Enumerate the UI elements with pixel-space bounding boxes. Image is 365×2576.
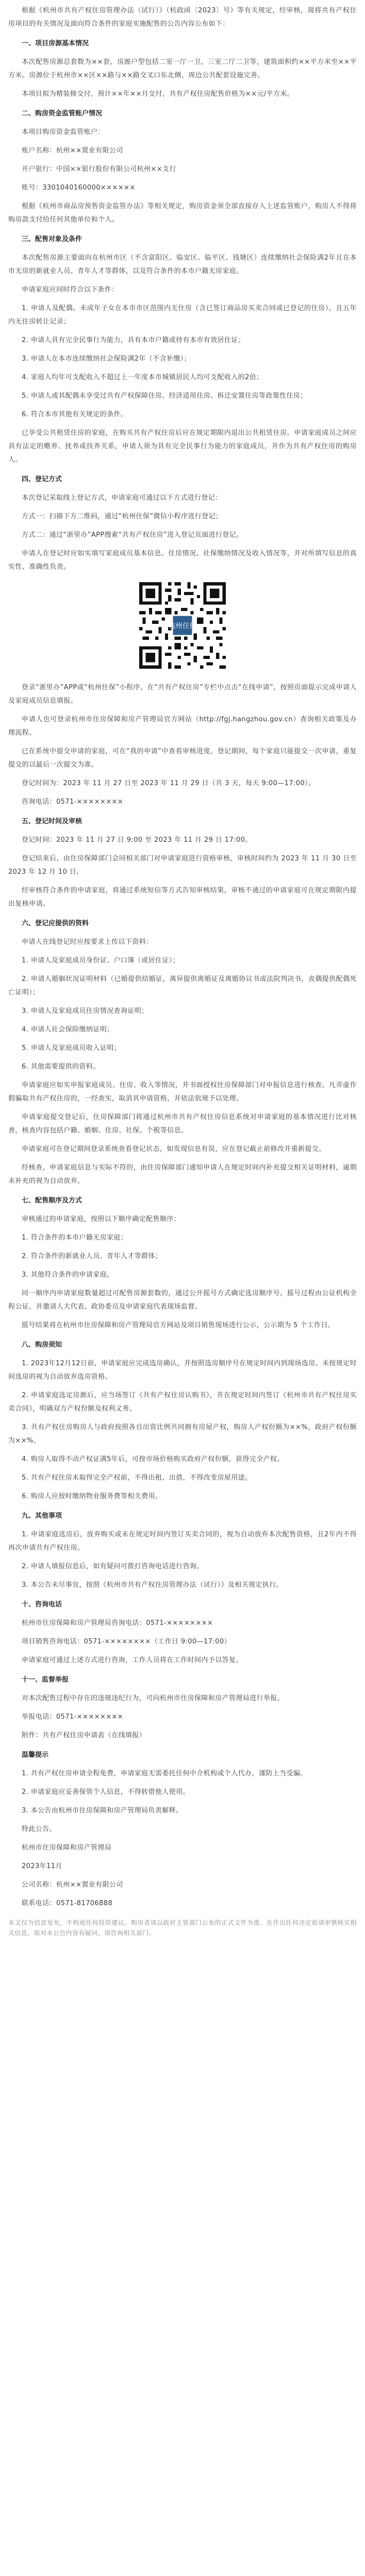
paragraph: 登录“浙里办”APP或“杭州住保”小程序，在“共有产权住房”专栏中点击“在线申请”，按照页面提示完成申请人及家庭成员信息填报。 [8,684,357,705]
list-item: 3. 本公告由杭州市住房保障和房产管理局负责解释。 [22,1807,183,1815]
paragraph: 2023年11月 [22,1862,62,1870]
paragraph: 申请人也可登录杭州市住房保障和房产管理局官方网站（http://fgj.hangzhou.gov.cn）查询相关政策及办理流程。 [8,716,357,737]
paragraph: 方式一：扫描下方二维码，通过“杭州住保”微信小程序进行登记； [22,513,223,520]
list-item: 3. 申请人在本市连续缴纳社会保险满2年（不含补缴）； [22,355,191,363]
list-item: 6. 符合本市其他有关规定的条件。 [22,411,128,418]
disclaimer-footer: 本文仅为信息发布，不构成任何投资建议。购房者请以政府主管部门公布的正式文件为准，在作出任何决定前请审慎核实相关信息。如对本公告内容有疑问，请咨询相关部门。 [8,1919,357,1937]
paragraph: 经审核符合条件的申请家庭，将通过系统短信等方式告知审核结果，审核不通过的申请家庭可在规定期限内提出复核申请。 [8,887,357,908]
paragraph: 杭州市住房保障和房产管理局 [22,1844,112,1852]
list-item: 3. 本公告未尽事宜，按照《杭州市共有产权住房管理办法（试行）》及相关规定执行。 [22,1581,284,1589]
list-item: 1. 申请人及家庭成员身份证、户口簿（或居住证）； [22,957,180,964]
paragraph: 登记时间为：2023 年 11 月 27 日至 2023 年 11 月 29 日（共 3 天，每天 9:00—17:00）。 [22,779,316,787]
list-item: 1. 符合条件的本市户籍无房家庭； [22,1234,128,1242]
section-heading: 六、登记应提供的资料 [22,920,89,927]
paragraph: 账号：3301040160000×××××× [22,184,136,192]
contact-phone: 联系电话：0571-81706888 [22,1900,113,1907]
paragraph: 账户名称：杭州××置业有限公司 [22,147,123,155]
list-item: 1. 共有产权住房申请全程免费，申请家庭无需委托任何中介机构或个人代办，谨防上当受骗。 [22,1770,307,1777]
section-heading: 二、购房资金监管账户情况 [22,110,103,117]
list-item: 3. 共有产权住房购房人与政府按照各自出资比例共同拥有房屋产权，购房人产权份额为××%，政府产权份额为××%。 [8,1423,357,1445]
paragraph: 申请家庭可通过上述方式进行咨询，工作人员将在工作时间内予以答复。 [22,1656,243,1664]
paragraph: 申请家庭可在登记期间登录系统查看登记状态，如发现信息有误，应在登记截止前修改并重新提交。 [22,1145,326,1153]
paragraph: 本次配售房源总套数为××套，房源户型包括二室一厅一卫，三室二厅二卫等，建筑面积约××平方米至××平方米。房源位于杭州市××区××路与××路交叉口东北侧，周边公共配套设施完善。 [8,58,357,79]
paragraph: 申请人在线登记时应按要求上传以下资料： [22,938,153,946]
list-item: 2. 申请家庭应妥善保管个人信息，不得转借他人使用。 [22,1788,190,1796]
section-heading: 十一、监督举报 [22,1676,69,1684]
paragraph: 举报电话：0571-×××××××× [22,1713,124,1721]
paragraph: 申请家庭提交登记后，住房保障部门将通过杭州市共有产权住房信息系统对申请家庭的基本情况进行比对核查，核查内容包括户籍、婚姻、住房、社保、个税等信息。 [8,1113,357,1134]
paragraph: 本项目拟为精装修交付，预计××年××月交付，共有产权住房配售价格为××元/平方米。 [22,90,294,98]
section-heading: 九、其他事项 [22,1512,62,1520]
paragraph: 已享受公共租赁住房的家庭，在购买共有产权住房后应在规定期限内退出公共租赁住房。申请家庭成员之间应具有法定的赡养、抚养或扶养关系，申请人须为具有完全民事行为能力的家庭成员，并作为共有产权住房的购房人。 [8,429,357,464]
qr-code-icon[interactable] [136,579,229,672]
paragraph: 摇号结果将在杭州市住房保障和房产管理局官方网站及项目销售现场进行公示，公示期为 5 个工作日。 [22,1321,335,1329]
qr-logo-text: 杭州住保 [168,621,197,630]
section-heading: 八、购房须知 [22,1341,62,1349]
section-heading: 七、配售顺序及方式 [22,1197,82,1205]
list-item: 1. 申请家庭选房后，放弃购买或未在规定时间内签订买卖合同的，视为自动放弃本次配售资格，且2年内不得再次申请共有产权住房。 [8,1531,357,1552]
list-item: 3. 申请人及家庭成员住房情况查询证明； [22,1007,148,1015]
paragraph: 杭州市住房保障和房产管理局咨询电话：0571-×××××××× [22,1619,213,1627]
paragraph: 根据《杭州市商品房预售资金监管办法》等相关规定，购房资金须全部直接存入上述监管账户，购房人不得将购房款支付给任何其他单位和个人。 [8,202,357,224]
list-item: 6. 购房人应按时缴纳物业服务费等相关费用。 [22,1493,162,1500]
list-item: 2. 申请家庭选定房源后，应当场签订《共有产权住房认购书》，并在规定时间内签订《杭州市共有产权住房买卖合同》，明确双方产权份额及权利义务。 [8,1392,357,1413]
list-item: 2. 符合条件的新就业人员、青年人才等群体； [22,1252,162,1260]
paragraph: 已在系统中提交申请的家庭，可在“我的申请”中查看审核进度。登记期间，每个家庭只能提交一次申请，重复提交的以最后一次提交为准。 [8,748,357,769]
list-item: 5. 申请人及家庭成员收入证明； [22,1044,121,1052]
section-heading: 三、配售对象及条件 [22,235,82,243]
paragraph: 特此公告。 [22,1825,57,1833]
list-item: 4. 购房人取得不动产权证满5年后，可按市场价格购买政府产权份额，获得完全产权。 [22,1455,284,1463]
paragraph: 登记结束后，由住房保障部门会同相关部门对申请家庭进行资格审核，审核时间约为 2023 年 11 月 30 日至 2023 年 12 月 10 日。 [8,855,357,876]
paragraph: 同一顺序内申请家庭数量超过可配售房源套数的，通过公开摇号方式确定选房顺序号。摇号过程由公证机构全程公证，并邀请人大代表、政协委员及申请家庭代表现场监督。 [8,1290,357,1311]
section-heading: 温馨提示 [22,1751,49,1759]
section-heading: 一、项目房源基本情况 [22,40,89,47]
company-name: 公司名称：杭州××置业有限公司 [22,1881,123,1889]
paragraph: 审核通过的申请家庭，按照以下顺序确定配售顺序： [22,1215,181,1223]
paragraph: 本项目购房资金监管账户： [22,128,105,136]
list-item: 2. 申请人婚姻状况证明材料（已婚提供结婚证，离异提供离婚证及离婚协议书或法院判决书，丧偶提供配偶死亡证明）； [8,975,357,996]
paragraph: 咨询电话：0571-×××××××× [22,798,124,806]
list-item: 5. 共有产权住房未取得完全产权前，不得出租、出借，不得改变房屋用途。 [22,1474,252,1482]
list-item: 6. 其他需要提供的资料。 [22,1063,100,1071]
qr-code-container [8,579,357,674]
paragraph: 经核查，申请家庭信息与实际不符的，由住房保障部门通知申请人在规定时间内补充提交相关证明材料，逾期未补充的视为自动放弃。 [8,1164,357,1185]
list-item: 1. 2023年12月12日前，申请家庭应完成选房确认，并按照选房顺序号在规定时间内到现场选房。未按规定时间选房的视为自动放弃选房资格。 [8,1360,357,1381]
paragraph: 申请家庭应如实申报家庭成员、住房、收入等情况，并书面授权住房保障部门对申报信息进行核查。凡弄虚作假骗取共有产权住房的，一经查实，取消其申请资格，并依法依规予以处理。 [8,1081,357,1103]
paragraph: 附件：共有产权住房申请表（在线填报） [22,1732,146,1739]
paragraph: 方式二：通过“浙里办”APP搜索“共有产权住房”进入登记页面进行登记。 [22,531,243,539]
paragraph: 本次登记采取线上登记方式，申请家庭可通过以下方式进行登记： [22,494,222,502]
list-item: 4. 家庭人均年可支配收入不超过上一年度本市城镇居民人均可支配收入的2倍； [22,374,263,381]
paragraph: 开户银行：中国××银行股份有限公司杭州××支行 [22,165,176,173]
paragraph: 登记时间：2023 年 11 月 27 日 9:00 至 2023 年 11 月 29 日 17:00。 [22,836,252,844]
paragraph: 本次配售房源主要面向在杭州市区（不含富阳区、临安区、临平区、钱塘区）连续缴纳社会保险满2年且在本市无房的新就业人员、青年人才等群体，以及符合条件的本市户籍无房家庭。 [8,254,357,275]
list-item: 4. 申请人社会保险缴纳证明； [22,1026,114,1033]
intro-paragraph: 根据《杭州市共有产权住房管理办法（试行）》（杭政函〔2023〕号）等有关规定，经审核，现将共有产权住房项目的有关情况及面向符合条件的家庭实施配售的公告内容公布如下： [8,7,357,28]
list-item: 5. 申请人或其配偶未享受过共有产权保障住房、经济适用住房、拆迁安置住房等政策性住房； [22,392,307,400]
paragraph: 项目销售咨询电话：0571-××××××××（工作日 9:00—17:00） [22,1638,231,1646]
paragraph: 对本次配售过程中存在的违规违纪行为，可向杭州市住房保障和房产管理局进行举报。 [22,1694,285,1702]
section-heading: 四、登记方式 [22,476,62,483]
paragraph: 申请人在登记时应如实填写家庭成员基本信息、住房情况、社保缴纳情况及收入情况等，并对所填写信息的真实性、准确性负责。 [8,550,357,571]
list-item: 1. 申请人及配偶、未成年子女在本市市区范围内无住房（含已签订商品房买卖合同或已登记的住房），且五年内无住房转让记录； [8,304,357,326]
list-item: 3. 其他符合条件的申请家庭。 [22,1271,114,1279]
section-heading: 五、登记时间及审核 [22,818,82,825]
list-item: 2. 申请人填报信息后，如有疑问可拨打咨询电话进行咨询。 [22,1563,204,1570]
section-heading: 十、咨询电话 [22,1601,62,1608]
paragraph: 申请家庭应同时符合以下条件： [22,286,119,294]
list-item: 2. 申请人具有完全民事行为能力，具有本市户籍或持有本市有效居住证； [22,336,245,344]
